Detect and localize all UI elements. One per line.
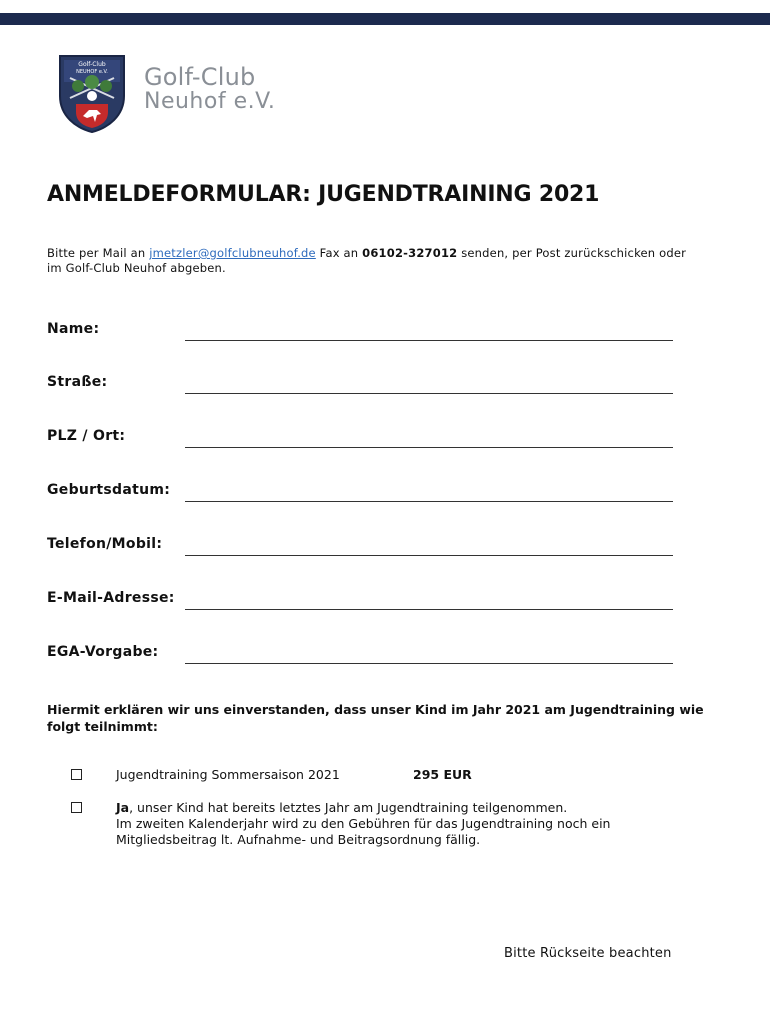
zip-city-field: [47, 428, 673, 450]
fax-number: 06102-327012: [362, 246, 458, 260]
phone-label: Telefon/Mobil:: [47, 536, 163, 552]
intro-text: [47, 246, 687, 276]
name-label: Name:: [47, 321, 100, 337]
summer-season-label: Jugendtraining Sommersaison 2021: [116, 767, 340, 782]
ega-handicap-label: EGA-Vorgabe:: [47, 644, 159, 660]
ega-handicap-field: [47, 644, 673, 666]
returning-member-yes: Ja: [116, 800, 130, 815]
street-field: [47, 374, 673, 396]
email-field: [47, 590, 673, 612]
email-label: E-Mail-Adresse:: [47, 590, 175, 606]
ega-handicap-input-line[interactable]: [185, 663, 673, 664]
returning-member-checkbox[interactable]: [71, 802, 82, 813]
club-name-line1: Golf-Club: [144, 63, 256, 91]
returning-member-text: [116, 800, 610, 848]
club-name-line2: Neuhof e.V.: [144, 89, 276, 114]
phone-input-line[interactable]: [185, 555, 673, 556]
svg-text:NEUHOF e.V.: NEUHOF e.V.: [76, 69, 108, 75]
consent-statement: Hiermit erklären wir uns einverstanden, dass unser Kind im Jahr 2021 am Jugendtraining wie folgt teilnimmt:: [47, 702, 704, 734]
intro-prefix: Bitte per Mail an: [47, 246, 150, 260]
club-crest-logo: [56, 52, 128, 134]
zip-city-input-line[interactable]: [185, 447, 673, 448]
intro-suffix: senden, per Post zurückschicken oder im Golf-Club Neuhof abgeben.: [47, 246, 687, 275]
email-link[interactable]: jmetzler@golfclubneuhof.de: [149, 246, 316, 260]
birthdate-input-line[interactable]: [185, 501, 673, 502]
returning-member-line3: Mitgliedsbeitrag lt. Aufnahme- und Beitragsordnung fällig.: [116, 832, 481, 847]
summer-season-checkbox[interactable]: [71, 769, 82, 780]
intro-fax-text: Fax an: [315, 246, 363, 260]
top-bar: [0, 13, 770, 25]
street-label: Straße:: [47, 374, 108, 390]
phone-field: [47, 536, 673, 558]
email-input-line[interactable]: [185, 609, 673, 610]
svg-text:Golf-Club: Golf-Club: [78, 61, 106, 68]
returning-member-line2: Im zweiten Kalenderjahr wird zu den Gebühren für das Jugendtraining noch ein: [116, 816, 611, 831]
name-field: [47, 321, 673, 343]
name-input-line[interactable]: [185, 340, 673, 341]
see-reverse-note: Bitte Rückseite beachten: [504, 946, 672, 961]
street-input-line[interactable]: [185, 393, 673, 394]
form-title: ANMELDEFORMULAR: JUGENDTRAINING 2021: [47, 182, 600, 207]
summer-season-price: 295 EUR: [413, 767, 472, 782]
birthdate-label: Geburtsdatum:: [47, 482, 171, 498]
club-name: [144, 64, 275, 114]
birthdate-field: [47, 482, 673, 504]
zip-city-label: PLZ / Ort:: [47, 428, 126, 444]
returning-member-line1: , unser Kind hat bereits letztes Jahr am Jugendtraining teilgenommen.: [129, 800, 568, 815]
